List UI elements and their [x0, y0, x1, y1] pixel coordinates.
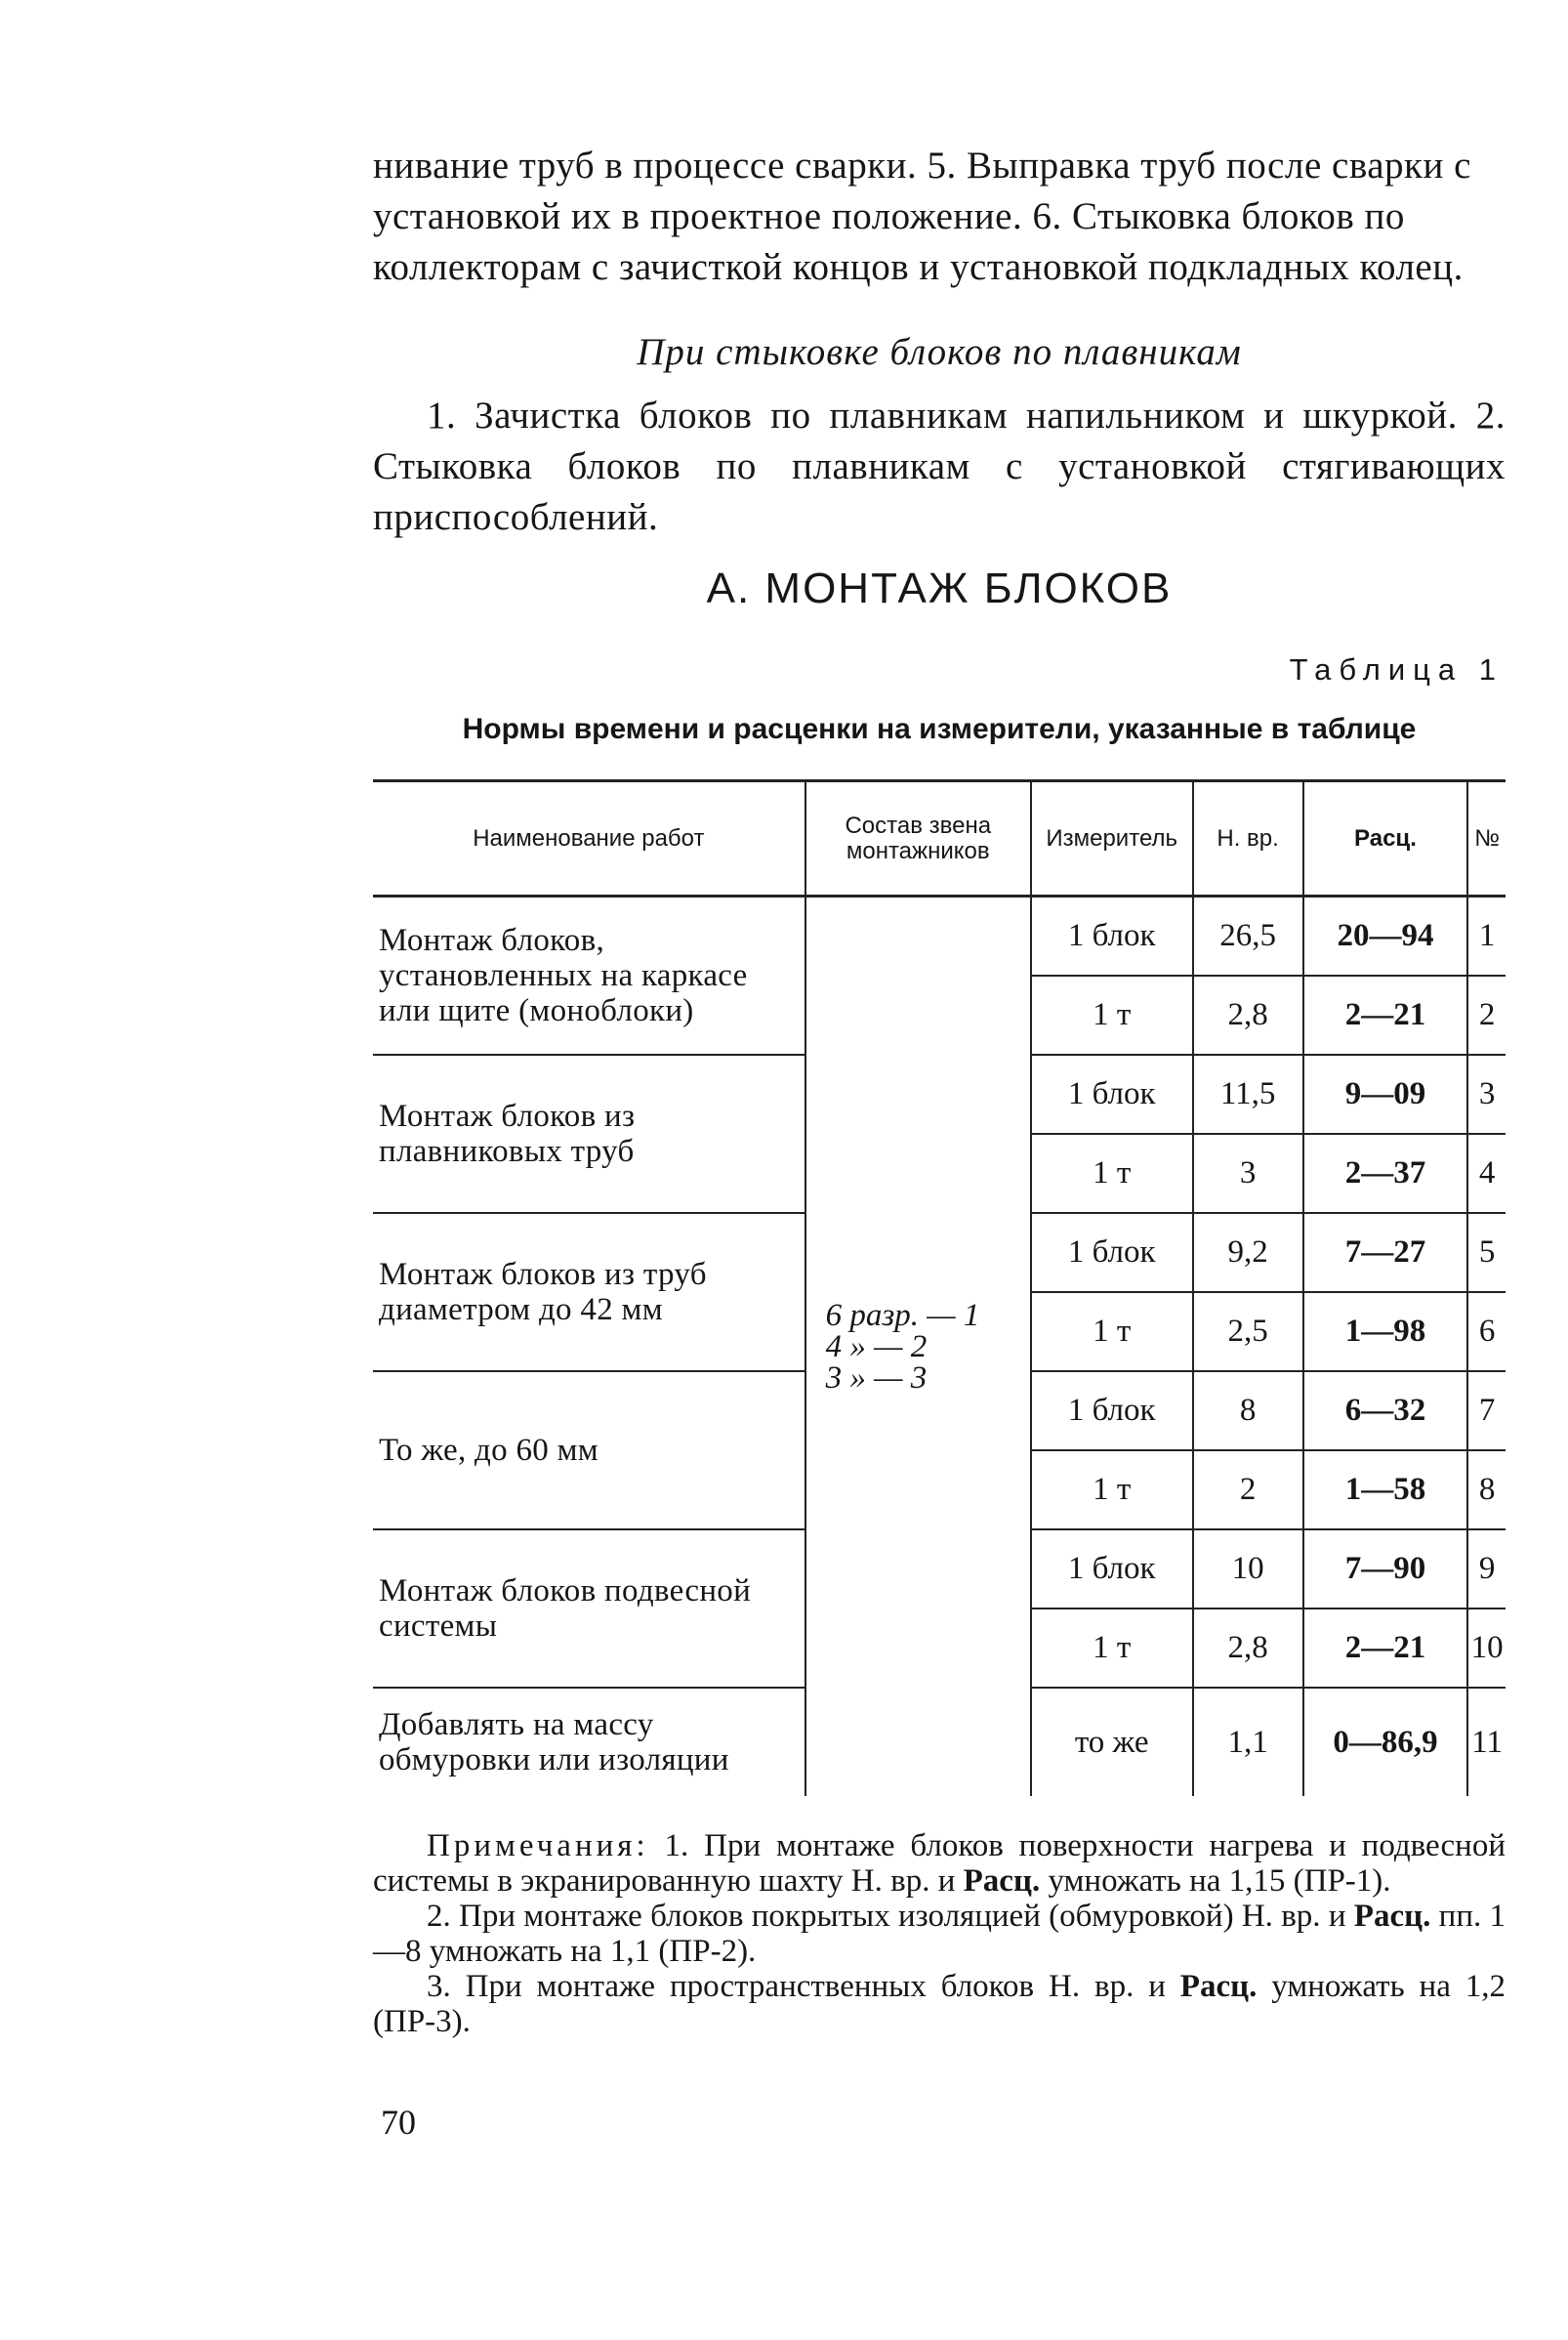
- time-cell: 1,1: [1193, 1688, 1303, 1796]
- work-name: Монтаж блоков подвесной системы: [373, 1529, 805, 1688]
- unit-cell: 1 блок: [1031, 897, 1193, 977]
- header-rate: Расц.: [1303, 781, 1468, 897]
- work-name: Монтаж блоков, установленных на каркасе или щите (моноблоки): [373, 897, 805, 1056]
- unit-cell: 1 блок: [1031, 1529, 1193, 1609]
- time-cell: 2: [1193, 1450, 1303, 1529]
- work-name: То же, до 60 мм: [373, 1371, 805, 1529]
- rate-cell: 2—21: [1303, 976, 1468, 1055]
- time-cell: 3: [1193, 1134, 1303, 1213]
- notes-block: [373, 1828, 1506, 2039]
- table-row: [373, 897, 1506, 977]
- header-num: №: [1467, 781, 1506, 897]
- time-cell: 2,8: [1193, 976, 1303, 1055]
- unit-cell: 1 блок: [1031, 1371, 1193, 1450]
- time-cell: 11,5: [1193, 1055, 1303, 1134]
- header-time: Н. вр.: [1193, 781, 1303, 897]
- time-cell: 9,2: [1193, 1213, 1303, 1292]
- num-cell: 4: [1467, 1134, 1506, 1213]
- unit-cell: 1 т: [1031, 1134, 1193, 1213]
- table-caption: Нормы времени и расценки на измерители, указанные в таблице: [462, 713, 1417, 745]
- work-name: Монтаж блоков из плавниковых труб: [373, 1055, 805, 1213]
- num-cell: 2: [1467, 976, 1506, 1055]
- time-cell: 2,8: [1193, 1609, 1303, 1688]
- rate-cell: 2—37: [1303, 1134, 1468, 1213]
- num-cell: 8: [1467, 1450, 1506, 1529]
- intro-paragraph: [373, 141, 1506, 293]
- rate-cell: 2—21: [1303, 1609, 1468, 1688]
- crew-line: 4 » — 2: [825, 1329, 928, 1364]
- num-cell: 10: [1467, 1609, 1506, 1688]
- rate-cell: 20—94: [1303, 897, 1468, 977]
- num-cell: 3: [1467, 1055, 1506, 1134]
- note-1-text-b: умножать на 1,15 (ПР-1).: [1048, 1863, 1391, 1899]
- rate-cell: 9—09: [1303, 1055, 1468, 1134]
- work-name: Добавлять на массу обмуровки или изоляции: [379, 1707, 729, 1777]
- rate-cell: 6—32: [1303, 1371, 1468, 1450]
- fins-text: 1. Зачистка блоков по плавникам напильником и шкуркой. 2. Стыковка блоков по плавникам с установкой стягивающих приспособлений.: [373, 395, 1506, 538]
- num-cell: 9: [1467, 1529, 1506, 1609]
- fins-subheading: При стыковке блоков по плавникам: [637, 331, 1242, 373]
- time-cell: 2,5: [1193, 1292, 1303, 1371]
- rate-cell: 0—86,9: [1303, 1688, 1468, 1796]
- num-cell: 6: [1467, 1292, 1506, 1371]
- crew-line: 6 разр. — 1: [825, 1298, 980, 1333]
- note-2-text-b: пп. 1—8 умножать на 1,1 (ПР-2).: [373, 1899, 1506, 1969]
- note-2: [373, 1899, 1506, 1969]
- rate-cell: 7—90: [1303, 1529, 1468, 1609]
- note-2-text-a: 2. При монтаже блоков покрытых изоляцией (обмуровкой) Н. вр. и: [427, 1899, 1346, 1934]
- time-cell: 8: [1193, 1371, 1303, 1450]
- norms-table: [373, 779, 1506, 1796]
- note-1-text-a: 1. При монтаже блоков поверхности нагрева и подвесной системы в экранированную шахту Н. вр. и: [373, 1828, 1506, 1899]
- num-cell: 7: [1467, 1371, 1506, 1450]
- page-number: 70: [381, 2103, 416, 2142]
- rate-cell: 1—58: [1303, 1450, 1468, 1529]
- header-unit: Измеритель: [1031, 781, 1193, 897]
- unit-cell: то же: [1031, 1688, 1193, 1796]
- time-cell: 26,5: [1193, 897, 1303, 977]
- num-cell: 11: [1467, 1688, 1506, 1796]
- unit-cell: 1 блок: [1031, 1055, 1193, 1134]
- unit-cell: 1 т: [1031, 1450, 1193, 1529]
- table-label: Таблица 1: [1289, 652, 1504, 687]
- unit-cell: 1 т: [1031, 1292, 1193, 1371]
- intro-text: нивание труб в процессе сварки. 5. Выправка труб после сварки с установкой их в проектное положение. 6. Стыковка блоков по коллекторам с зачисткой концов и установкой подкладных колец.: [373, 145, 1471, 288]
- unit-cell: 1 блок: [1031, 1213, 1193, 1292]
- unit-cell: 1 т: [1031, 976, 1193, 1055]
- crew-line: 3 » — 3: [825, 1360, 928, 1396]
- fins-paragraph: [373, 391, 1506, 543]
- notes-label: Примечания:: [427, 1828, 649, 1863]
- rate-term: Расц.: [963, 1863, 1041, 1899]
- num-cell: 1: [1467, 897, 1506, 977]
- rate-cell: 1—98: [1303, 1292, 1468, 1371]
- rate-term: Расц.: [1353, 1899, 1431, 1934]
- note-3: [373, 1969, 1506, 2039]
- rate-cell: 7—27: [1303, 1213, 1468, 1292]
- note-3-text-a: 3. При монтаже пространственных блоков Н. вр. и: [427, 1969, 1166, 2004]
- unit-cell: 1 т: [1031, 1609, 1193, 1688]
- time-cell: 10: [1193, 1529, 1303, 1609]
- header-crew: Состав звена монтажников: [805, 781, 1031, 897]
- note-3-text-b: умножать на 1,2 (ПР-3).: [373, 1969, 1506, 2039]
- work-name: Монтаж блоков из труб диаметром до 42 мм: [373, 1213, 805, 1371]
- crew-composition: [805, 897, 1031, 1797]
- section-title: А. МОНТАЖ БЛОКОВ: [706, 564, 1173, 612]
- table-header-row: [373, 781, 1506, 897]
- rate-term: Расц.: [1179, 1969, 1258, 2004]
- note-1: [373, 1828, 1506, 1899]
- num-cell: 5: [1467, 1213, 1506, 1292]
- header-name: Наименование работ: [373, 781, 805, 897]
